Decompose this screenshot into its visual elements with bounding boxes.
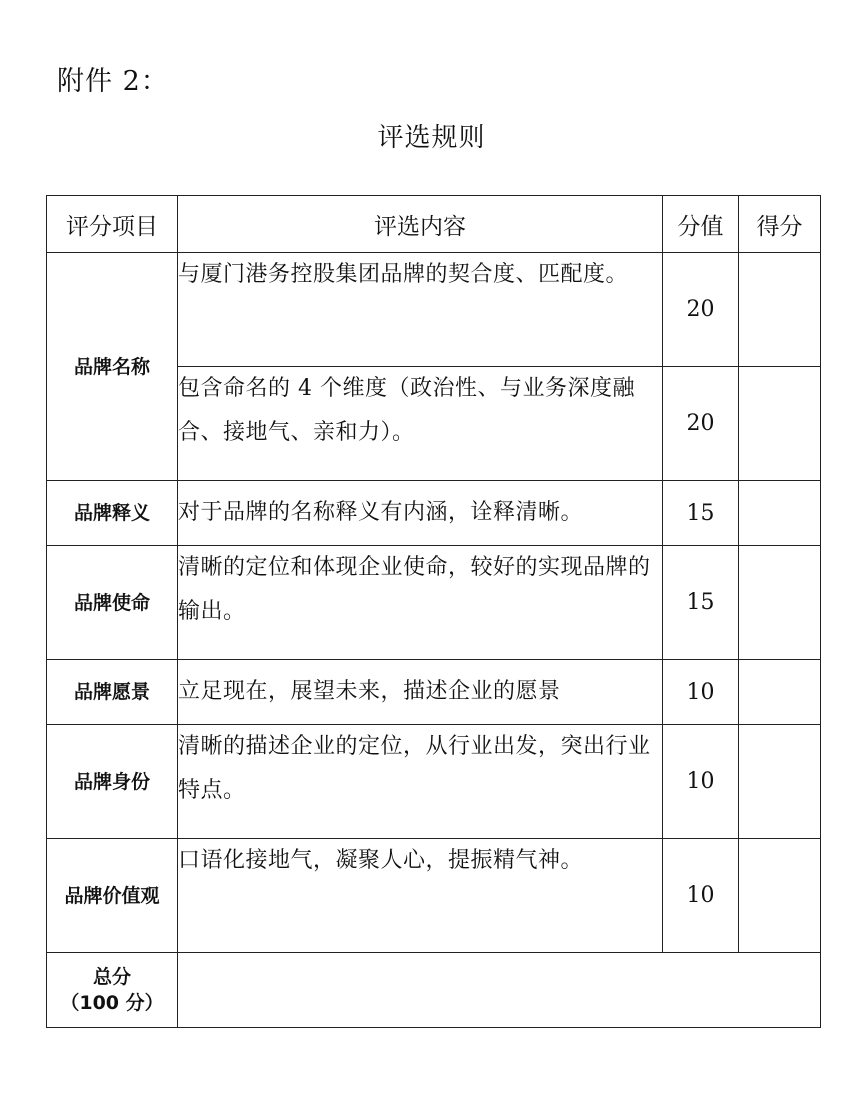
total-row <box>47 953 821 1028</box>
total-label-cell <box>47 953 178 1028</box>
obtained-score-cell[interactable] <box>739 481 821 546</box>
content-cell: 口语化接地气，凝聚人心，提振精气神。 <box>178 839 663 953</box>
score-cell: 10 <box>663 660 739 725</box>
obtained-score-cell[interactable] <box>739 725 821 839</box>
score-cell: 10 <box>663 839 739 953</box>
table-row <box>47 546 821 660</box>
header-score: 分值 <box>663 196 739 253</box>
category-cell: 品牌释义 <box>47 481 178 546</box>
content-cell: 立足现在，展望未来，描述企业的愿景 <box>178 660 663 725</box>
scoring-rules-table <box>46 195 821 1028</box>
total-label: 总分 <box>92 966 131 988</box>
table-row <box>47 660 821 725</box>
score-cell: 20 <box>663 253 739 367</box>
content-cell: 清晰的定位和体现企业使命，较好的实现品牌的输出。 <box>178 546 663 660</box>
obtained-score-cell[interactable] <box>739 546 821 660</box>
content-cell: 对于品牌的名称释义有内涵，诠释清晰。 <box>178 481 663 546</box>
score-cell: 10 <box>663 725 739 839</box>
score-cell: 15 <box>663 481 739 546</box>
attachment-label: 附件 2： <box>57 66 169 97</box>
content-cell: 清晰的描述企业的定位，从行业出发，突出行业特点。 <box>178 725 663 839</box>
table-row <box>47 253 821 367</box>
obtained-score-cell[interactable] <box>739 367 821 481</box>
score-cell: 20 <box>663 367 739 481</box>
category-cell: 品牌价值观 <box>47 839 178 953</box>
total-sub-label: （100 分） <box>60 992 164 1014</box>
total-value-cell[interactable] <box>178 953 821 1028</box>
header-content: 评选内容 <box>178 196 663 253</box>
category-cell: 品牌名称 <box>47 253 178 481</box>
header-category: 评分项目 <box>47 196 178 253</box>
category-cell: 品牌愿景 <box>47 660 178 725</box>
table-row <box>47 839 821 953</box>
obtained-score-cell[interactable] <box>739 660 821 725</box>
document-title: 评选规则 <box>377 123 486 153</box>
content-cell: 与厦门港务控股集团品牌的契合度、匹配度。 <box>178 253 663 367</box>
category-cell: 品牌使命 <box>47 546 178 660</box>
obtained-score-cell[interactable] <box>739 253 821 367</box>
table-row <box>47 481 821 546</box>
category-cell: 品牌身份 <box>47 725 178 839</box>
content-cell: 包含命名的 4 个维度（政治性、与业务深度融合、接地气、亲和力）。 <box>178 367 663 481</box>
header-obtained: 得分 <box>739 196 821 253</box>
table-row <box>47 725 821 839</box>
obtained-score-cell[interactable] <box>739 839 821 953</box>
table-header-row <box>47 196 821 253</box>
score-cell: 15 <box>663 546 739 660</box>
